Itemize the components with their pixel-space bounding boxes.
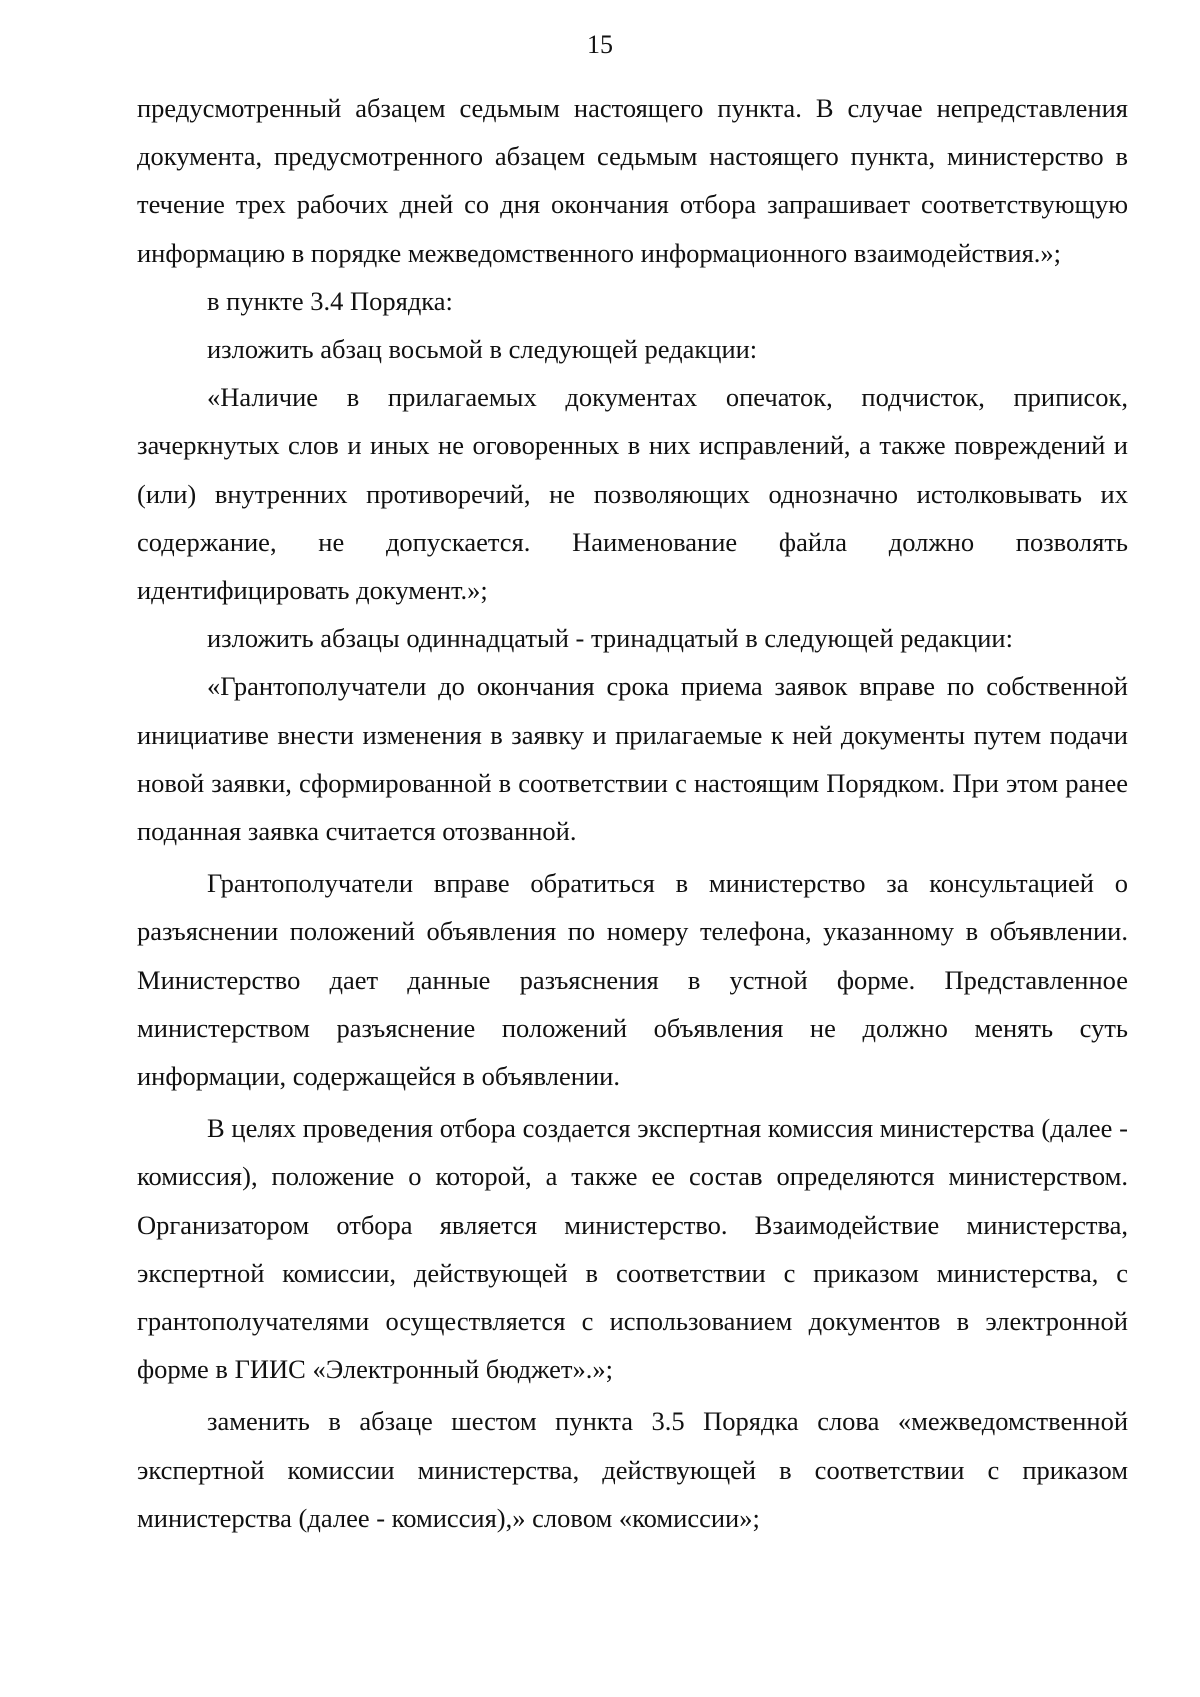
paragraph-clause-3-4: в пункте 3.4 Порядка: xyxy=(207,285,453,316)
paragraph-commission: В целях проведения отбора создается экспертная комиссия министерства (далее - комиссия), положение о которой, а также ее состав определяются министерством. Организатором отбора является министерство. Взаимодействие министерства, экспертной комиссии, действующей в соответствии с приказом министерства, с грантополучателями осуществляется с использованием документов в электронной форме в ГИИС «Электронный бюджет».»; xyxy=(137,1113,1128,1385)
paragraph-continuation: предусмотренный абзацем седьмым настоящего пункта. В случае непредставления документа, предусмотренного абзацем седьмым настоящего пункта, министерство в течение трех рабочих дней со дня окончания отбора запрашивает соответствующую информацию в порядке межведомственного информационного взаимодействия.»; xyxy=(137,93,1128,268)
paragraph-amend-11-13: изложить абзацы одиннадцатый - тринадцатый в следующей редакции: xyxy=(207,623,1013,654)
paragraph-amend-8th: изложить абзац восьмой в следующей редакции: xyxy=(207,334,758,365)
paragraph-quote-documents: «Наличие в прилагаемых документах опечаток, подчисток, приписок, зачеркнутых слов и иных не оговоренных в них исправлений, а также повреждений и (или) внутренних противоречий, не позволяющих однозначно истолковывать их содержание, не допускается. Наименование файла должно позволять идентифицировать документ.»; xyxy=(137,382,1128,606)
paragraph-quote-grantees: «Грантополучатели до окончания срока приема заявок вправе по собственной инициативе внести изменения в заявку и прилагаемые к ней документы путем подачи новой заявки, сформированной в соответствии с настоящим Порядком. При этом ранее поданная заявка считается отозванной. xyxy=(137,671,1128,847)
paragraph-replace-words: заменить в абзаце шестом пункта 3.5 Порядка слова «межведомственной экспертной комиссии министерства, действующей в соответствии с приказом министерства (далее - комиссия),» словом «комиссии»; xyxy=(137,1406,1128,1533)
paragraph-consultation: Грантополучатели вправе обратиться в министерство за консультацией о разъяснении положений объявления по номеру телефона, указанному в объявлении. Министерство дает данные разъяснения в устной форме. Представленное министерством разъяснение положений объявления не должно менять суть информации, содержащейся в объявлении. xyxy=(137,868,1128,1092)
document-body xyxy=(137,84,1128,1542)
page-number: 15 xyxy=(587,30,613,59)
